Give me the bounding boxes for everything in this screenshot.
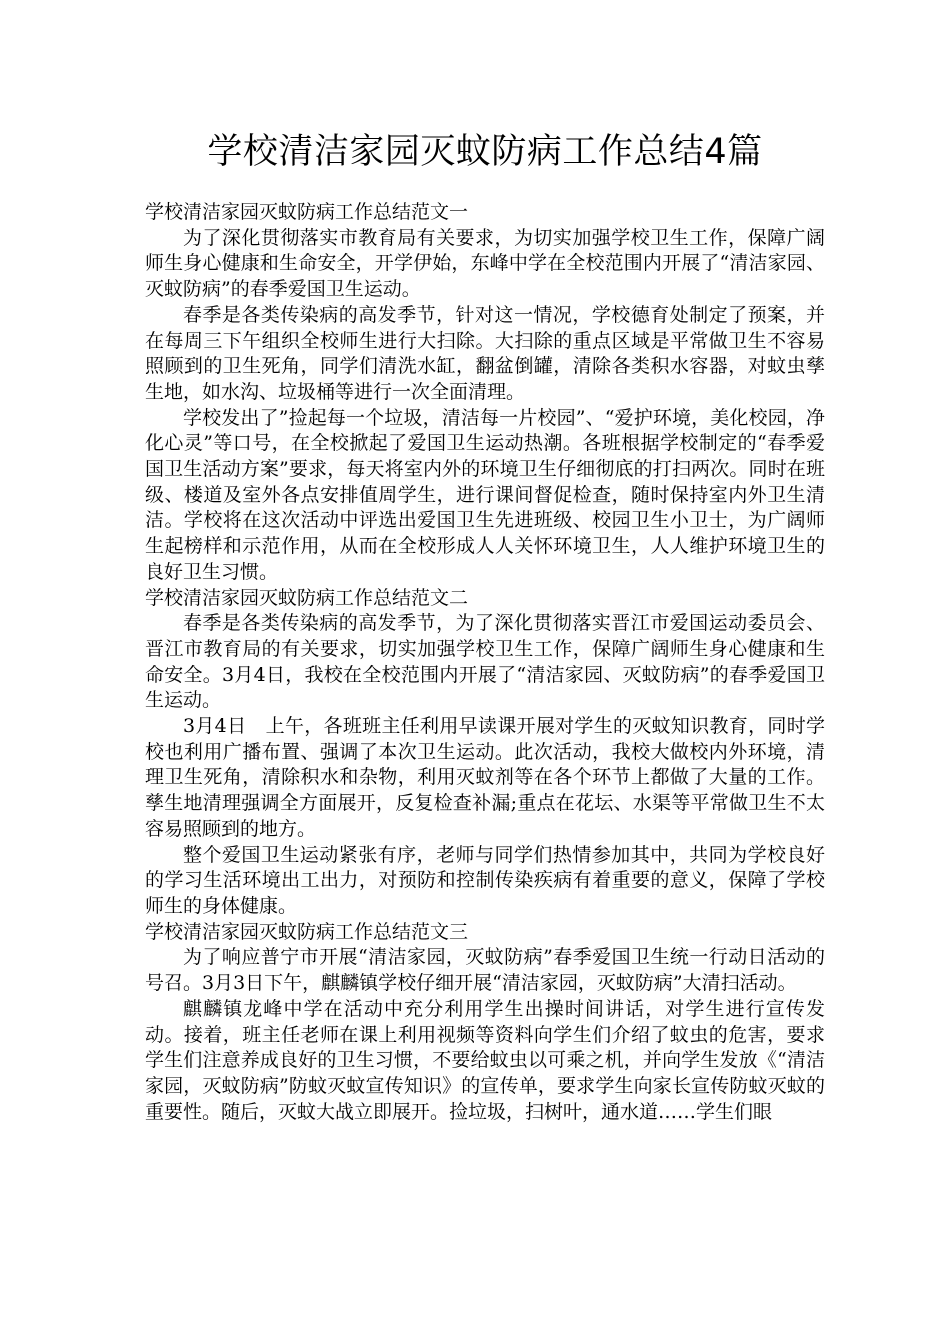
document-page [145, 0, 825, 1125]
document-body [145, 200, 825, 1125]
paragraph: 整个爱国卫生运动紧张有序，老师与同学们热情参加其中，共同为学校良好的学习生活环境出工出力，对预防和控制传染疾病有着重要的意义，保障了学校师生的身体健康。 [145, 843, 825, 917]
paragraph: 春季是各类传染病的高发季节，为了深化贯彻落实晋江市爱国运动委员会、晋江市教育局的有关要求，切实加强学校卫生工作，保障广阔师生身心健康和生命安全。3月4日，我校在全校范围内开展了“清洁家园、灭蚊防病”的春季爱国卫生运动。 [145, 612, 825, 712]
document-title: 学校清洁家园灭蚊防病工作总结4篇 [207, 132, 763, 172]
paragraph: 为了深化贯彻落实市教育局有关要求，为切实加强学校卫生工作，保障广阔师生身心健康和生命安全，开学伊始，东峰中学在全校范围内开展了“清洁家园、灭蚊防病”的春季爱国卫生运动。 [145, 226, 825, 301]
section-heading: 学校清洁家园灭蚊防病工作总结范文二 [145, 586, 469, 609]
paragraph: 为了响应普宁市开展“清洁家园，灭蚊防病”春季爱国卫生统一行动日活动的号召。3月3日下午，麒麟镇学校仔细开展“清洁家园，灭蚊防病”大清扫活动。 [145, 946, 825, 995]
paragraph: 麒麟镇龙峰中学在活动中充分利用学生出操时间讲话，对学生进行宣传发动。接着，班主任老师在课上利用视频等资料向学生们介绍了蚊虫的危害，要求学生们注意养成良好的卫生习惯，不要给蚊虫以可乘之机，并向学生发放《“清洁家园，灭蚊防病”防蚊灭蚊宣传知识》的宣传单，要求学生向家长宣传防蚊灭蚊的重要性。随后，灭蚊大战立即展开。捡垃圾，扫树叶，通水道……学生们眼 [145, 997, 825, 1123]
section-heading: 学校清洁家园灭蚊防病工作总结范文三 [145, 920, 469, 943]
paragraph: 学校发出了”捡起每一个垃圾，清洁每一片校园”、“爱护环境，美化校园，净化心灵”等口号，在全校掀起了爱国卫生运动热潮。各班根据学校制定的“春季爱国卫生活动方案”要求，每天将室内外的环境卫生仔细彻底的打扫两次。同时在班级、楼道及室外各点安排值周学生，进行课间督促检查，随时保持室内外卫生清洁。学校将在这次活动中评选出爱国卫生先进班级、校园卫生小卫士，为广阔师生起榜样和示范作用，从而在全校形成人人关怀环境卫生，人人维护环境卫生的良好卫生习惯。 [145, 406, 825, 583]
paragraph: 春季是各类传染病的高发季节，针对这一情况，学校德育处制定了预案，并在每周三下午组织全校师生进行大扫除。大扫除的重点区域是平常做卫生不容易照顾到的卫生死角，同学们清洗水缸，翻盆倒罐，清除各类积水容器，对蚊虫孳生地，如水沟、垃圾桶等进行一次全面清理。 [145, 303, 825, 403]
section-heading: 学校清洁家园灭蚊防病工作总结范文一 [145, 201, 469, 223]
paragraph: 3月4日 上午，各班班主任利用早读课开展对学生的灭蚊知识教育，同时学校也利用广播布置、强调了本次卫生运动。此次活动，我校大做校内外环境，清理卫生死角，清除积水和杂物，利用灭蚊剂等在各个环节上都做了大量的工作。孳生地清理强调全方面展开，反复检查补漏;重点在花坛、水渠等平常做卫生不太容易照顾到的地方。 [145, 715, 825, 840]
